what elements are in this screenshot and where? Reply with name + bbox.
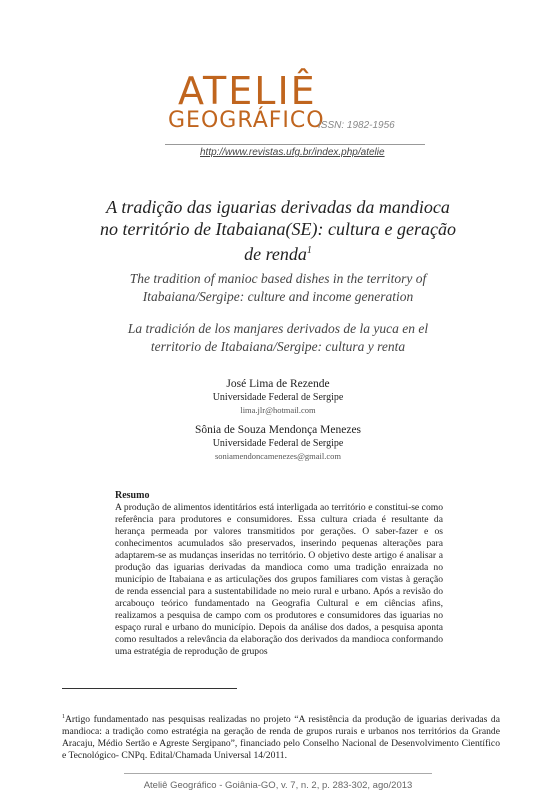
article-title-english: The tradition of manioc based dishes in the territory of Itabaiana/Sergipe: culture and income generation	[129, 271, 427, 304]
author-email-1[interactable]: lima.jlr@hotmail.com	[240, 405, 316, 415]
author-affiliation-1: Universidade Federal de Sergipe	[212, 392, 344, 403]
footnote-divider	[62, 688, 237, 689]
header-divider	[165, 144, 425, 145]
author-name-2: Sônia de Souza Mendonça Menezes	[194, 424, 362, 436]
abstract-text: A produção de alimentos identitários está interligada ao território e constitui-se como referência para produtores e consumidores. Essa cultura criada é resultante da herança permeada por valores transmitidos por gerações. O saber-fazer e os conhecimentos acumulados são preservados, inserindo pequenas alterações para adaptarem-se as mudanças inseridas no território. O objetivo deste artigo é analisar a produção das iguarias derivadas da mandioca como uma tradição enraizada no município de Itabaiana e as articulações dos grupos familiares com vistas à geração de renda essencial para a sustentabilidade no meio rural e urbano. Após a revisão do arcabouço teórico fundamentado na Geografia Cultural e em ciências afins, realizamos a pesquisa de campo com os produtores e consumidores das iguarias no espaço rural e urbano do município. Depois da análise dos dados, a pesquisa aponta como resultados a relevância da elaboração dos derivados da mandioca conformando uma estratégia de reprodução de grupos	[115, 502, 443, 657]
article-title-spanish: La tradición de los manjares derivados de la yuca en el territorio de Itabaiana/Sergipe: cultura y renta	[127, 321, 429, 354]
author-affiliation-2: Universidade Federal de Sergipe	[212, 438, 344, 449]
footnote-mark: 1	[62, 714, 65, 720]
article-title	[100, 196, 456, 265]
footnote	[62, 711, 500, 762]
page-footer: Ateliê Geográfico - Goiânia-GO, v. 7, n. 2, p. 283-302, ago/2013	[143, 780, 413, 791]
title-footnote-mark[interactable]: 1	[306, 245, 312, 256]
journal-logo-bottom: GEOGRÁFICO	[168, 108, 325, 133]
footnote-text: Artigo fundamentado nas pesquisas realizadas no projeto “A resistência da produção de iguarias derivadas da mandioca: a tradição como estratégia na geração de renda de grupos rurais e urbanos nos territórios da Grande Aracaju, Médio Sertão e Agreste Sergipano”, financiado pelo Conselho Nacional de Desenvolvimento Científico e Tecnológico- CNPq. Edital/Chamada Universal 14/2011.	[62, 714, 500, 762]
author-email-2[interactable]: soniamendoncamenezes@gmail.com	[214, 451, 342, 461]
author-name-1: José Lima de Rezende	[226, 378, 330, 390]
abstract-heading: Resumo	[115, 490, 150, 501]
issn-label: ISSN: 1982-1956	[318, 120, 395, 131]
article-title-text: A tradição das iguarias derivadas da mandioca no território de Itabaiana(SE): cultura e geração de renda	[100, 197, 456, 264]
footer-divider	[124, 773, 432, 774]
journal-logo-top: ATELIÊ	[178, 69, 317, 113]
journal-url-link[interactable]: http://www.revistas.ufg.br/index.php/atelie	[200, 147, 385, 158]
